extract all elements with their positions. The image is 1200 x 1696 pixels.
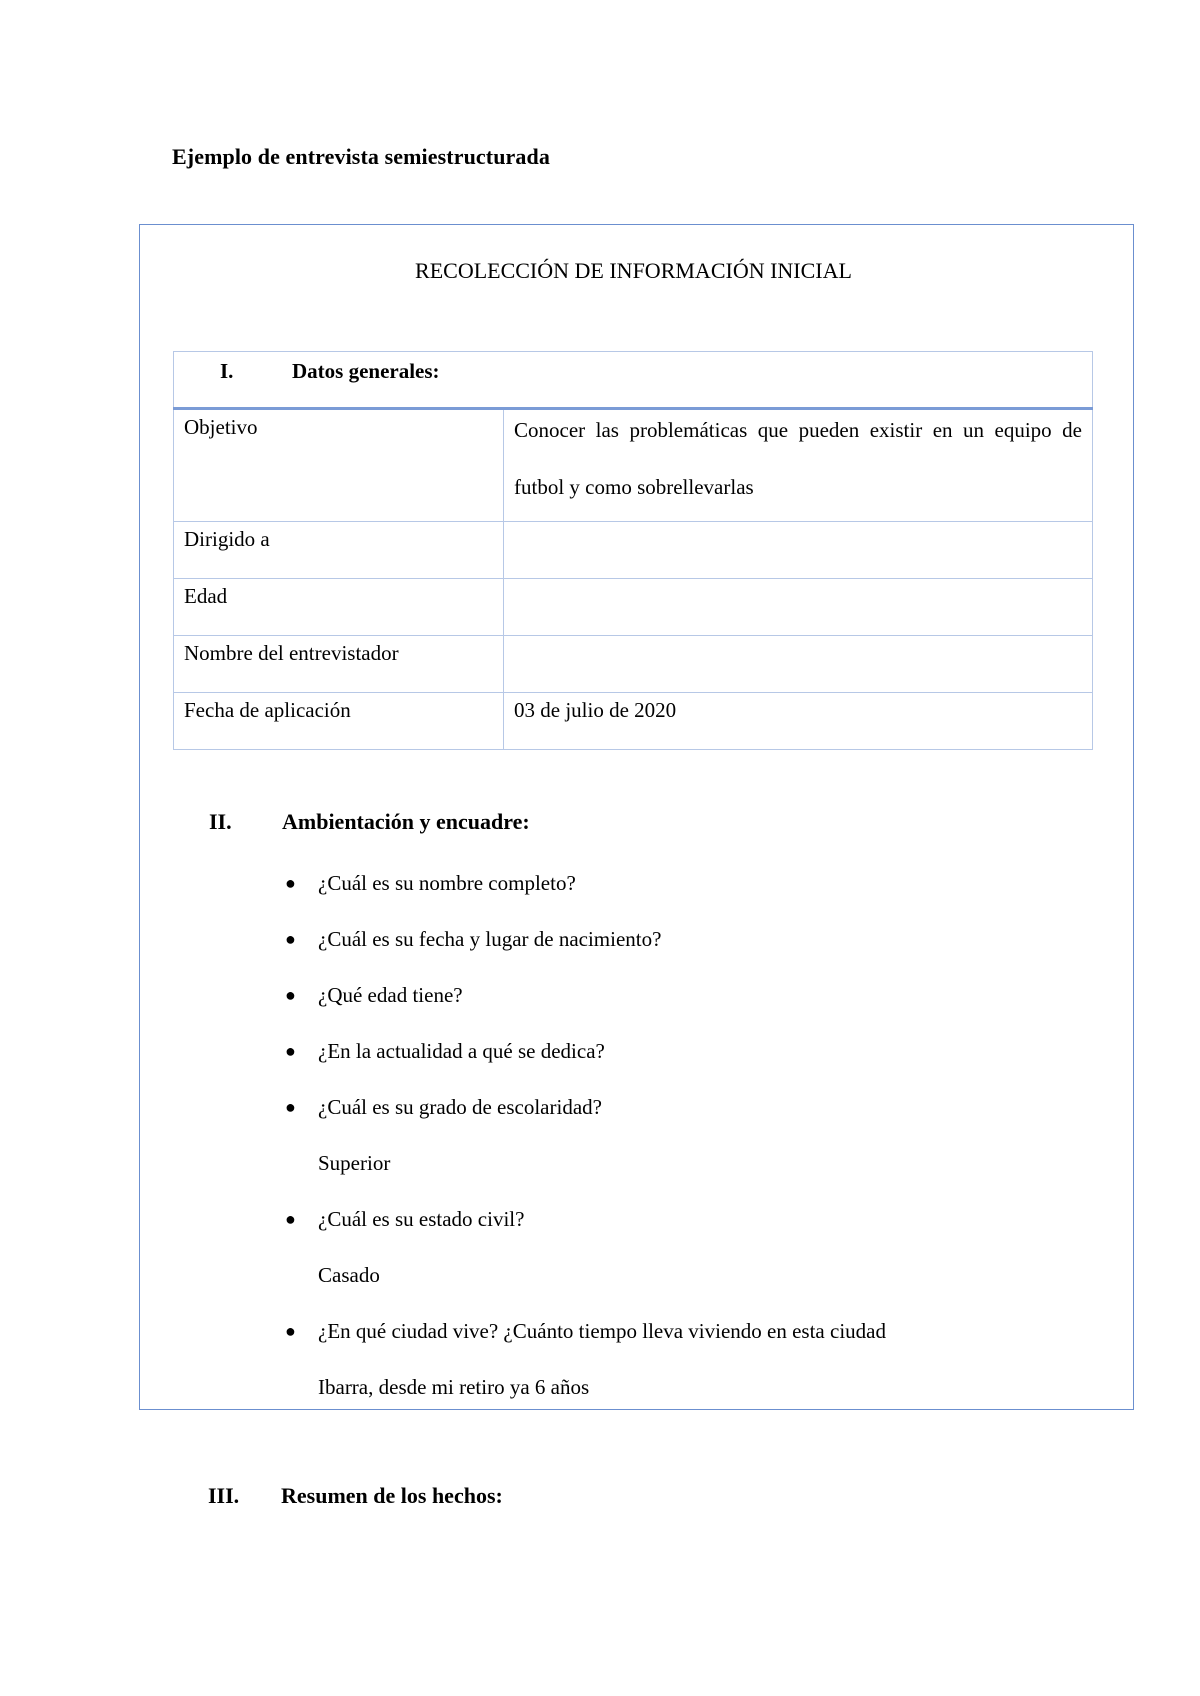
- objetivo-value: Conocer las problemáticas que pueden existir en un equipo de futbol y como sobrellevarlas: [514, 418, 1082, 499]
- section-3-heading: [208, 1483, 503, 1509]
- box-heading: RECOLECCIÓN DE INFORMACIÓN INICIAL: [415, 258, 852, 283]
- question-text: ¿En la actualidad a qué se dedica?: [318, 1039, 605, 1063]
- section-2-title: Ambientación y encuadre:: [282, 809, 530, 834]
- question-text: ¿En qué ciudad vive? ¿Cuánto tiempo lleva viviendo en esta ciudad: [318, 1319, 886, 1343]
- section-1-heading: [174, 352, 1093, 409]
- section-1-number: I.: [220, 359, 234, 383]
- answer-text: Ibarra, desde mi retiro ya 6 años: [318, 1375, 590, 1399]
- list-item: [285, 1303, 886, 1359]
- section-3-number: III.: [208, 1483, 240, 1508]
- table-row: [174, 636, 1093, 693]
- table-row: [174, 409, 1093, 522]
- question-text: ¿Cuál es su estado civil?: [318, 1207, 525, 1231]
- question-text: ¿Cuál es su fecha y lugar de nacimiento?: [318, 927, 662, 951]
- answer-text: Superior: [318, 1151, 391, 1175]
- list-item: [285, 1191, 886, 1247]
- bullet-icon: ●: [285, 929, 296, 949]
- question-text: ¿Qué edad tiene?: [318, 983, 463, 1007]
- general-data-table: [173, 351, 1093, 750]
- bullet-icon: ●: [285, 1209, 296, 1229]
- question-list: [285, 855, 886, 1415]
- row-label: Edad: [174, 579, 504, 636]
- row-value: [504, 522, 1093, 579]
- list-item: [285, 1023, 886, 1079]
- list-item: [285, 1079, 886, 1135]
- row-label: Dirigido a: [174, 522, 504, 579]
- table-header-row: [174, 352, 1093, 409]
- table-row: [174, 522, 1093, 579]
- row-label: Objetivo: [174, 409, 504, 522]
- question-text: ¿Cuál es su grado de escolaridad?: [318, 1095, 602, 1119]
- row-value: [504, 579, 1093, 636]
- table-row: [174, 579, 1093, 636]
- list-item: [285, 855, 886, 911]
- row-value: [504, 636, 1093, 693]
- list-item: [285, 911, 886, 967]
- section-3-title: Resumen de los hechos:: [281, 1483, 503, 1508]
- list-item: [285, 967, 886, 1023]
- table-row: [174, 693, 1093, 750]
- section-1-title: Datos generales:: [292, 359, 440, 383]
- section-2-heading: [209, 809, 530, 835]
- row-label: Fecha de aplicación: [174, 693, 504, 750]
- bullet-icon: ●: [285, 873, 296, 893]
- interview-box: [139, 224, 1134, 1410]
- document-title: Ejemplo de entrevista semiestructurada: [172, 144, 550, 169]
- row-value: 03 de julio de 2020: [504, 693, 1093, 750]
- question-text: ¿Cuál es su nombre completo?: [318, 871, 576, 895]
- bullet-icon: ●: [285, 1097, 296, 1117]
- answer-text: Casado: [318, 1263, 380, 1287]
- bullet-icon: ●: [285, 1321, 296, 1341]
- bullet-icon: ●: [285, 985, 296, 1005]
- section-2-number: II.: [209, 809, 232, 834]
- bullet-icon: ●: [285, 1041, 296, 1061]
- row-value: [504, 409, 1093, 522]
- row-label: Nombre del entrevistador: [174, 636, 504, 693]
